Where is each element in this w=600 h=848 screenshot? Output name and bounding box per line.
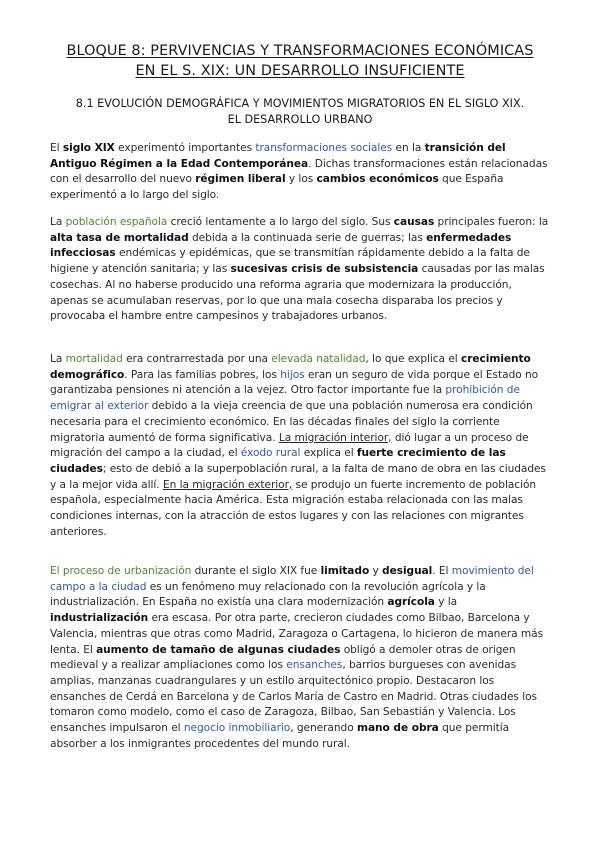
text: La	[50, 353, 66, 365]
paragraph-urbanization	[50, 564, 550, 752]
bold-term: alta tasa de mortalidad	[50, 231, 189, 244]
bold-term: agrícola	[387, 596, 435, 609]
bold-term: régimen liberal	[195, 173, 286, 186]
text: , lo que explica el	[365, 353, 461, 365]
text: y la	[434, 596, 458, 609]
bold-term: siglo XIX	[62, 142, 115, 154]
highlight-term: éxodo rural	[240, 447, 301, 460]
text: debida a la continuada serie de guerras; las	[188, 231, 427, 244]
highlight-term: hijos	[280, 368, 305, 381]
text: era contrarrestada por una	[122, 353, 272, 365]
text: que permitía absorber a los inmigrantes procedentes del mundo rural.	[50, 722, 510, 750]
title-line-1: BLOQUE 8: PERVIVENCIAS Y TRANSFORMACIONES ECONÓMICAS	[66, 43, 534, 59]
bold-term: limitado	[320, 565, 370, 577]
text: es un fenómeno muy relacionado con la revolución agrícola y la industrialización. En España no existía una clara modernización	[50, 580, 486, 609]
text: dió lugar a un proceso de migración del campo a la ciudad, el	[50, 431, 529, 460]
text: se produjo un fuerte incremento de población española, especialmente hacia América. Esta migración estaba relacionada con las malas condiciones internas, con la atracción de estos lugares y con las relaciones con migrantes anteriores.	[50, 478, 537, 538]
bold-term: enfermedades infecciosas	[50, 231, 512, 260]
text: La	[50, 216, 66, 228]
section-heading	[40, 96, 560, 128]
section-heading-line-2: EL DESARROLLO URBANO	[227, 113, 373, 126]
bold-term: crecimiento demográfico	[50, 353, 531, 381]
text: experimentó importantes	[114, 142, 256, 154]
text: era escasa. Por otra parte, crecieron ciudades como Bilbao, Barcelona y Valencia, mientras que otras como Madrid, Zaragoza o Cartagena, lo hicieron de manera más lenta. El	[50, 612, 544, 656]
paragraph-population	[50, 215, 550, 325]
highlight-term: prohibición de emigrar al exterior	[50, 384, 520, 413]
text: principales fueron: la	[434, 216, 549, 228]
highlight-term: negocio inmobiliario	[183, 722, 291, 735]
text: explica el	[300, 447, 357, 460]
text: durante el siglo XIX fue	[191, 565, 321, 577]
underlined-term: La migración interior,	[278, 431, 392, 444]
text: eran un seguro de vida porque el Estado no garantizaba pensiones ni atención a la vejez. Otro factor importante fue la	[50, 368, 539, 397]
text: endémicas y epidémicas, que se transmitían rápidamente debido a la falta de higiene y atención sanitaria; y las	[50, 247, 530, 276]
text: en la	[392, 142, 425, 154]
bold-term: desigual	[382, 565, 433, 577]
bold-term: sucesivas crisis de subsistencia	[230, 263, 419, 276]
text: , barrios burgueses con avenidas amplias, manzanas cuadrangulares y un estilo arquitectónico propio. Destacaron los ensanches de Cerdá en Barcelona y de Carlos María de Castro en Madrid. Otras ciudades los tomaron como modelo, como el caso de Zaragoza, Bilbao, San Sebastián y Valencia. Los ensanches impulsaron el	[50, 659, 537, 735]
highlight-term: El proceso de urbanización	[50, 565, 192, 577]
highlight-term: mortalidad	[65, 353, 123, 365]
paragraph-introduction	[50, 141, 550, 204]
text: debido a la vieja creencia de que una población numerosa era condición necesaria para el crecimiento económico. En las décadas finales del siglo la corriente migratoria aumentó de forma significativa.	[50, 400, 533, 444]
bold-term: fuerte crecimiento de las ciudades	[50, 447, 506, 475]
bold-term: industrialización	[50, 612, 149, 625]
bold-term: mano de obra	[356, 722, 439, 735]
text: . El	[432, 565, 452, 577]
bold-term: causas	[393, 216, 435, 228]
paragraph-migration	[50, 352, 550, 540]
text: El	[50, 142, 63, 154]
highlight-term: movimiento del campo a la ciudad	[50, 565, 534, 593]
underlined-term: En la migración exterior,	[162, 478, 293, 491]
highlight-term: ensanches	[286, 659, 343, 672]
text: y	[369, 565, 383, 577]
bold-term: transición del Antiguo Régimen a la Edad Contemporánea	[50, 142, 506, 170]
text: , generando	[290, 722, 357, 735]
highlight-term: población española	[65, 216, 168, 228]
highlight-term: elevada natalidad	[271, 353, 366, 365]
highlight-term: transformaciones sociales	[255, 142, 393, 154]
text: obligó a demoler otras de origen medieval y a realizar ampliaciones como los	[50, 643, 516, 672]
text: creció lentamente a lo largo del siglo. Sus	[167, 216, 394, 228]
text: ; esto de debió a la superpoblación rural, a la falta de mano de obra en las ciudades y a la mejor vida allí.	[50, 462, 546, 491]
bold-term: cambios económicos	[316, 173, 439, 186]
title-line-2: EN EL S. XIX: UN DESARROLLO INSUFICIENTE	[135, 63, 465, 79]
text: y los	[285, 173, 317, 186]
text: . Dichas transformaciones están relacionadas con el desarrollo del nuevo	[50, 157, 548, 186]
text: . Para las familias pobres, los	[124, 368, 281, 381]
section-heading-line-1: 8.1 EVOLUCIÓN DEMOGRÁFICA Y MOVIMIENTOS MIGRATORIOS EN EL SIGLO XIX.	[75, 97, 525, 110]
text: que España experimentó a lo largo del siglo.	[50, 173, 504, 202]
page-title	[40, 41, 560, 81]
bold-term: aumento de tamaño de algunas ciudades	[96, 643, 341, 656]
text: causadas por las malas cosechas. Al no haberse producido una reforma agraria que modernizara la producción, apenas se acumulaban reservas, por lo que una mala cosecha disparaba los precios y provocaba el hambre entre campesinos y trabajadores urbanos.	[50, 263, 545, 323]
